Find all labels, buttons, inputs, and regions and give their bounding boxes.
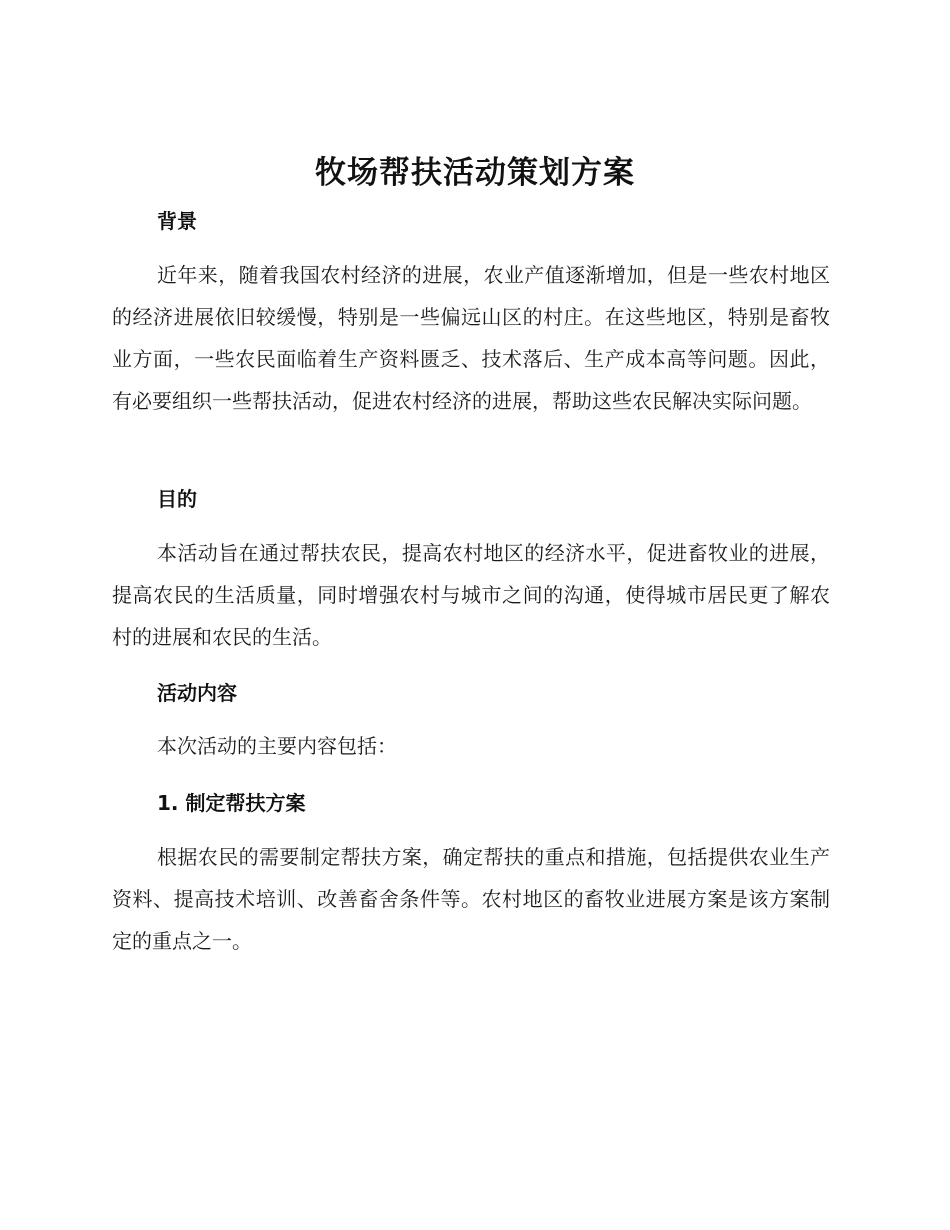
- section-heading-activity-content: 活动内容: [157, 681, 237, 705]
- section-heading-background: 背景: [157, 209, 197, 233]
- paragraph-activity-intro: 本次活动的主要内容包括：: [157, 734, 397, 758]
- document-title: 牧场帮扶活动策划方案: [315, 155, 635, 191]
- paragraph-plan: 根据农民的需要制定帮扶方案，确定帮扶的重点和措施，包括提供农业生产资料、提高技术培训、改善畜舍条件等。农村地区的畜牧业进展方案是该方案制定的重点之一。: [112, 845, 830, 953]
- section-heading-purpose: 目的: [157, 487, 197, 511]
- paragraph-purpose: 本活动旨在通过帮扶农民，提高农村地区的经济水平，促进畜牧业的进展，提高农民的生活质量，同时增强农村与城市之间的沟通，使得城市居民更了解农村的进展和农民的生活。: [112, 541, 830, 649]
- section-heading-plan: 1. 制定帮扶方案: [157, 791, 306, 815]
- paragraph-background: 近年来，随着我国农村经济的进展，农业产值逐渐增加，但是一些农村地区的经济进展依旧较缓慢，特别是一些偏远山区的村庄。在这些地区，特别是畜牧业方面，一些农民面临着生产资料匮乏、技术落后、生产成本高等问题。因此，有必要组织一些帮扶活动，促进农村经济的进展，帮助这些农民解决实际问题。: [112, 263, 830, 413]
